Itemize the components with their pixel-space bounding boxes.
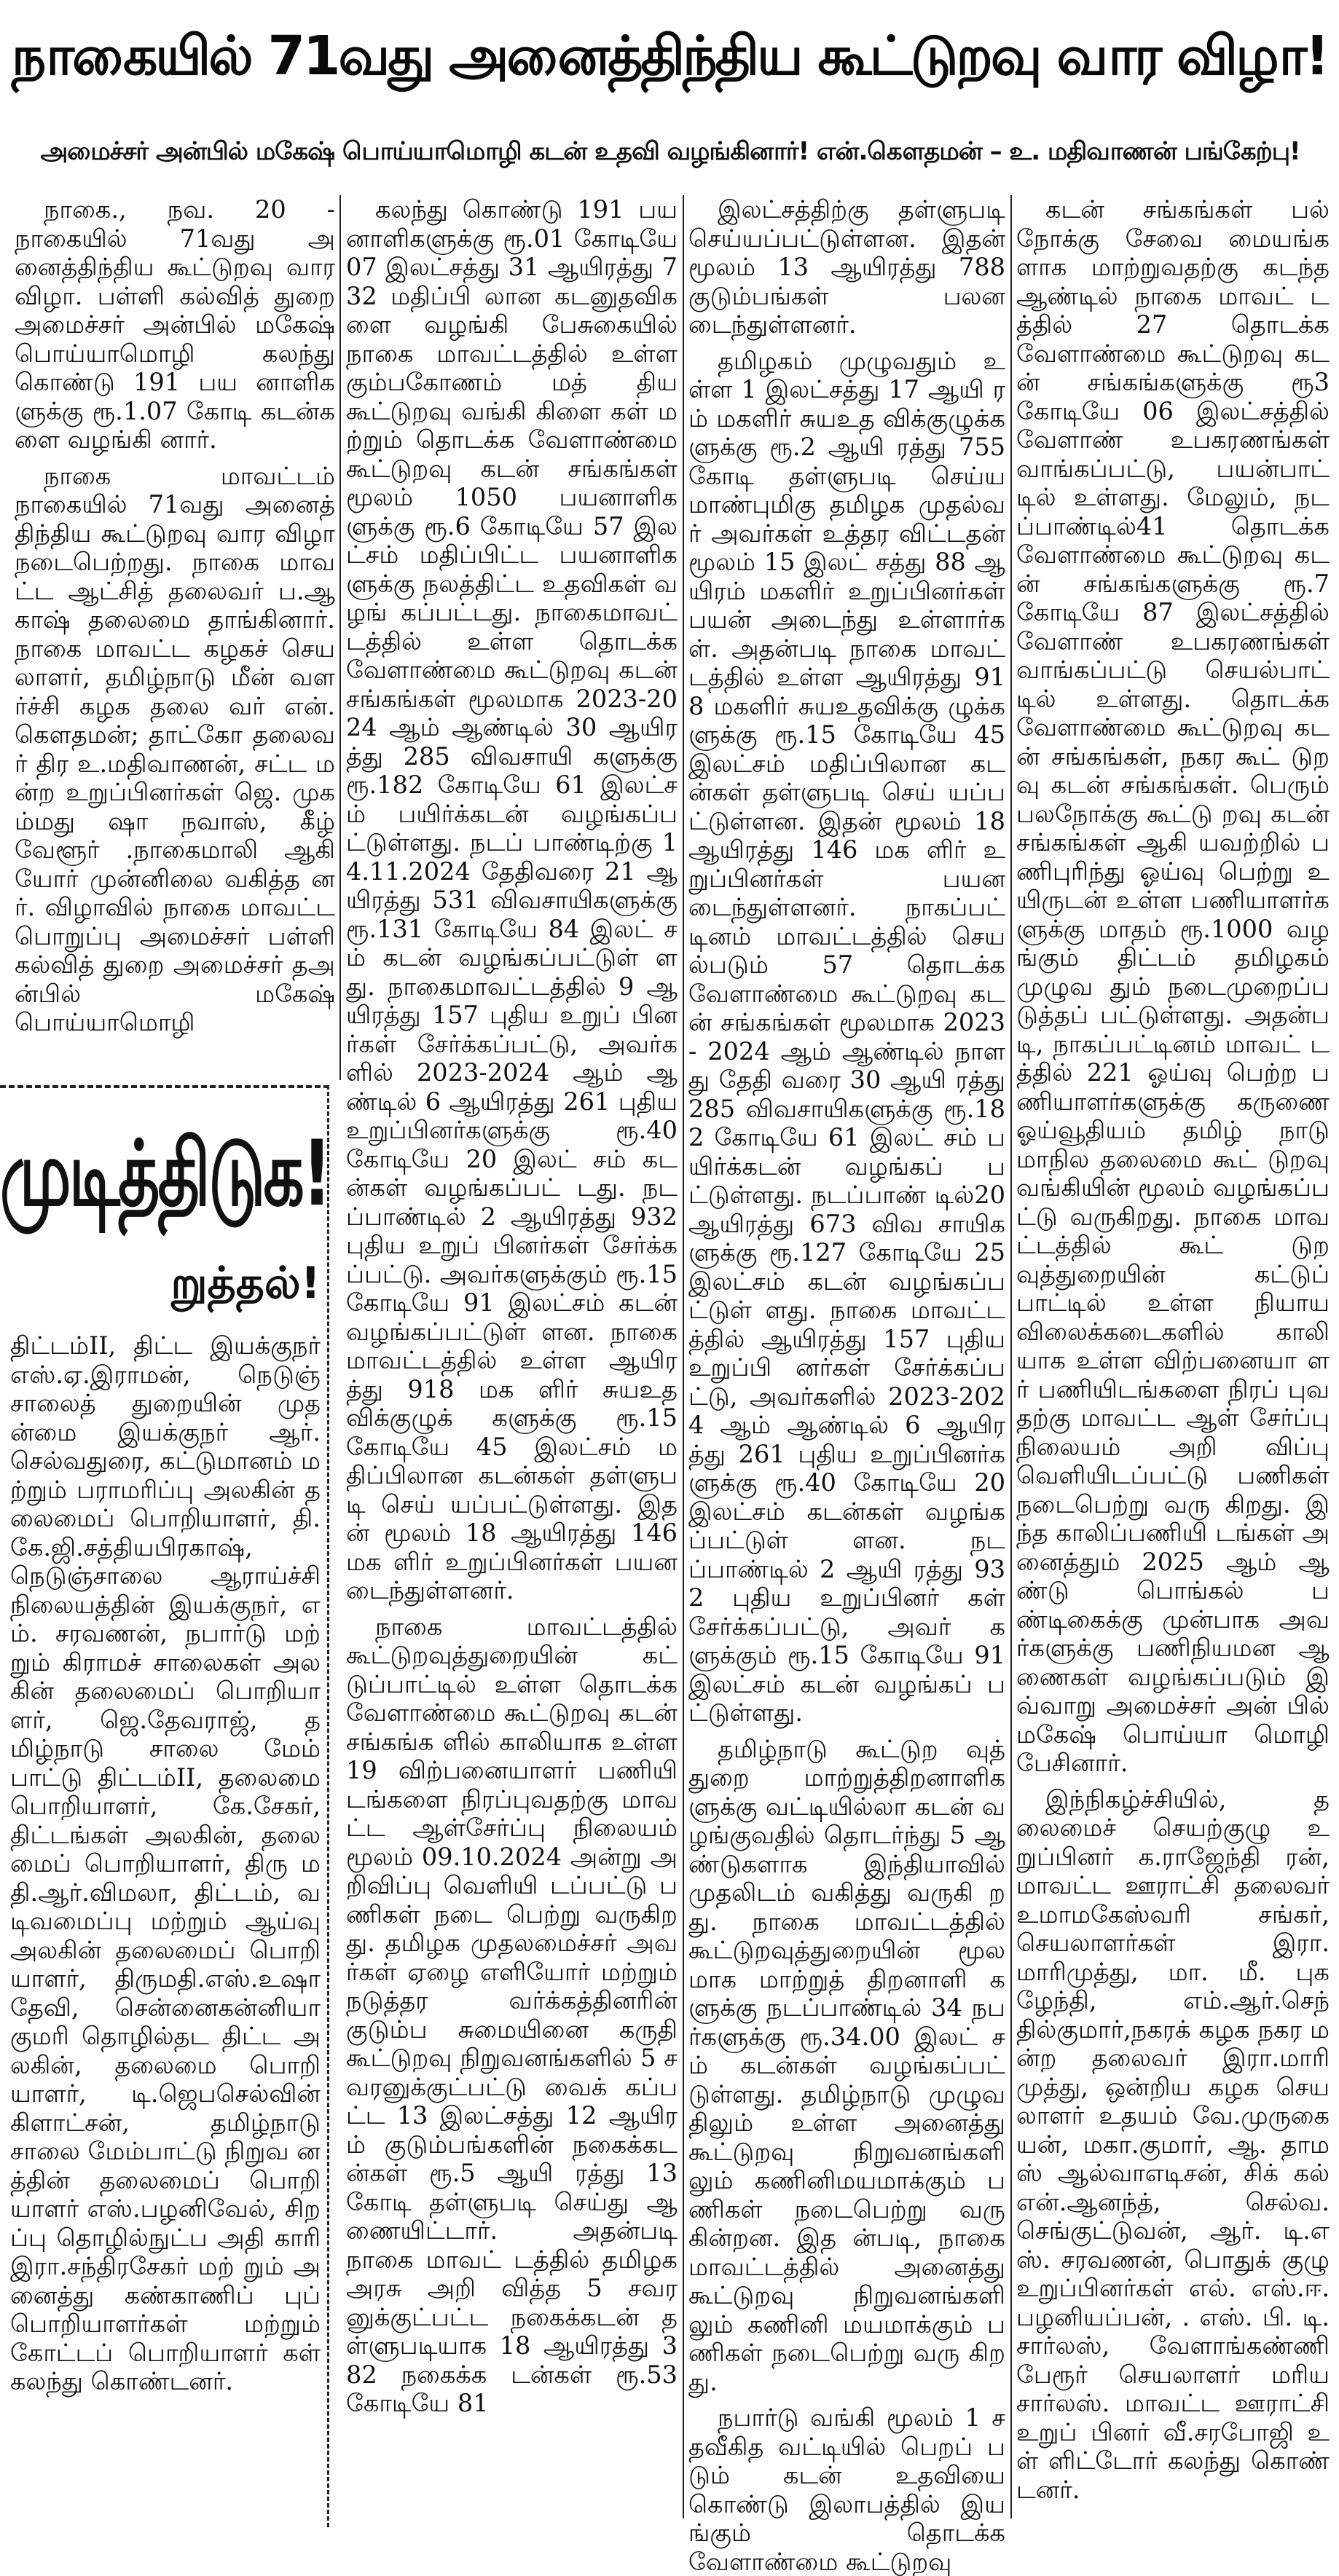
adjacent-article-subheadline — [0, 1250, 321, 1323]
article-paragraph: இந்நிகழ்ச்சியில், தலைமைச் செயற்குழு உறுப்பினர் க.ராஜேந்தி ரன், மாவட்ட ஊராட்சி தலைவர் உமாமகேஸ்வரி சங்கர், செயலாளர்கள் இரா.மாரிமுத்து, மா. மீ. புகழேந்தி, எம்.ஆர்.செந் தில்குமார்,நகரக் கழக நகர மன்ற தலைவர் இரா.மாரி முத்து, ஒன்றிய கழக செய லாளர் உதயம் வே.முருகை யன், மகா.குமார், ஆ. தாமஸ் ஆல்வாஎடிசன், சிக் கல் என்.ஆனந்த், செல்வ. செங்குட்டுவன், ஆர். டி.எஸ். சரவணன், பொதுக் குழு உறுப்பினர்கள் எல். எஸ்.ஈ. பழனியப்பன், . எஸ். பி. டி. சார்லஸ், வேளாங்கண்ணி பேரூர் செயலாளர் மரிய சார்லஸ். மாவட்ட ஊராட்சி உறுப் பினர் வீ.சரபோஜி உள் ளிட்டோர் கலந்து கொண் டனர். — [1016, 1784, 1330, 2504]
column-divider — [1010, 195, 1012, 2518]
column-divider — [339, 195, 341, 1080]
adjacent-article-headline — [0, 1114, 329, 1245]
article-paragraph: நபார்டு வங்கி மூலம் 1 சதவீகித வட்டியில் பெறப் படும் கடன் உதவியை கொண்டு இலாபத்தில் இயங்கும் தொடக்க வேளாண்மை கூட்டுறவு — [688, 2403, 1005, 2576]
article-paragraph: இலட்சத்திற்கு தள்ளுபடி செய்யப்பட்டுள்ளன. இதன் மூலம் 13 ஆயிரத்து 788 குடும்பங்கள் பலன டைந்துள்ளனர். — [688, 195, 1005, 339]
subheadline-fragment: றுத்தல்! — [170, 1258, 321, 1309]
article-paragraph: கலந்து கொண்டு 191 பய னாளிகளுக்கு ரூ.01 கோடியே 07 இலட்சத்து 31 ஆயிரத்து 732 மதிப்பி லான கடனுதவிகளை வழங்கி பேசுகையில் நாகை மாவட்டத்தில் உள்ள கும்பகோணம் மத் திய கூட்டுறவு வங்கி கிளை கள் மற்றும் தொடக்க வேளாண்மை கூட்டுறவு கடன் சங்கங்கள் மூலம் 1050 பயனாளிகளுக்கு ரூ.6 கோடியே 57 இலட்சம் மதிப்பிட்ட பயனாளிகளுக்கு நலத்திட்ட உதவிகள் வழங் கப்பட்டது. நாகைமாவட் டத்தில் உள்ள தொடக்க வேளாண்மை கூட்டுறவு கடன் சங்கங்கள் மூலமாக 2023-2024 ஆம் ஆண்டில் 30 ஆயிரத்து 285 விவசாயி களுக்கு ரூ.182 கோடியே 61 இலட்சம் பயிர்க்கடன் வழங்கப்பட்டுள்ளது. நடப் பாண்டிற்கு 14.11.2024 தேதிவரை 21 ஆயிரத்து 531 விவசாயிகளுக்கு ரூ.131 கோடியே 84 இலட் சம் கடன் வழங்கப்பட்டுள் ளது. நாகைமாவட்டத்தில் 9 ஆயிரத்து 157 புதிய உறுப் பினர்கள் சேர்க்கப்பட்டு, அவர்களில் 2023-2024 ஆம் ஆண்டில் 6 ஆயிரத்து 261 புதிய உறுப்பினர்களுக்கு ரூ.40 கோடியே 20 இலட் சம் கடன்கள் வழங்கப்பட் டது. நடப்பாண்டில் 2 ஆயிரத்து 932 புதிய உறுப் பினர்கள் சேர்க்கப்பட்டு. அவர்களுக்கும் ரூ.15 கோடியே 91 இலட்சம் கடன் வழங்கப்பட்டுள் ளன. நாகை மாவட்டத்தில் உள்ள ஆயிரத்து 918 மக ளிர் சுயஉதவிக்குழுக் களுக்கு ரூ.15 கோடியே 45 இலட்சம் மதிப்பிலான கடன்கள் தள்ளுபடி செய் யப்பட்டுள்ளது. இதன் மூலம் 18 ஆயிரத்து 146 மக ளிர் உறுப்பினர்கள் பயன டைந்துள்ளனர். — [346, 195, 678, 1604]
headline-fragment: முடித்திடுக! — [0, 1121, 329, 1226]
article-paragraph: நாகை மாவட்டம் நாகையில் 71வது அனைத் திந்திய கூட்டுறவு வார விழா நடைபெற்றது. நாகை மாவட்ட ஆட்சித் தலைவர் ப.ஆகாஷ் தலைமை தாங்கினார். நாகை மாவட்ட கழகச் செயலாளர், தமிழ்நாடு மீன் வளர்ச்சி கழக தலை வர் என்.கௌதமன்; தாட்கோ தலைவர் திர உ.மதிவாணன், சட்ட மன்ற உறுப்பினர்கள் ஜெ. முகம்மது ஷா நவாஸ், கீழ் வேளூர் .நாகைமாலி ஆகி யோர் முன்னிலை வகித்த னர். விழாவில் நாகை மாவட்ட பொறுப்பு அமைச்சர் பள்ளி கல்வித் துறை அமைச்சர் தஅன்பில் மகேஷ் பொய்யாமொழி — [15, 461, 335, 1036]
article-paragraph: நாகை மாவட்டத்தில் கூட்டுறவுத்துறையின் கட் டுப்பாட்டில் உள்ள தொடக்க வேளாண்மை கூட்டுறவு கடன் சங்கங்க ளில் காலியாக உள்ள 19 விற்பனையாளர் பணியி டங்களை நிரப்புவதற்கு மாவட்ட ஆள்சேர்ப்பு நிலையம் மூலம் 09.10.2024 அன்று அறிவிப்பு வெளியி டப்பட்டு பணிகள் நடை பெற்று வருகிறது. தமிழக முதலமைச்சர் அவர்கள் ஏழை எளியோர் மற்றும் நடுத்தர வர்க்கத்தினரின் குடும்ப சுமையினை கருதி கூட்டுறவு நிறுவனங்களில் 5 சவரனுக்குட்பட்டு வைக் கப்பட்ட 13 இலட்சத்து 12 ஆயிரம் குடும்பங்களின் நகைக்கடன்கள் ரூ.5 ஆயி ரத்து 13 கோடி தள்ளுபடி செய்து ஆணையிட்டார். அதன்படி நாகை மாவட் டத்தில் தமிழக அரசு அறி வித்த 5 சவரனுக்குட்பட்ட நகைக்கடன் தள்ளுபடியாக 18 ஆயிரத்து 382 நகைக்க டன்கள் ரூ.53 கோடியே 81 — [346, 1612, 678, 2417]
column-divider — [683, 195, 684, 2518]
article-column-2 — [346, 195, 678, 2518]
box-border-top — [0, 1085, 329, 1088]
article-paragraph: நாகை., நவ. 20 - நாகையில் 71வது அனைத்திந்திய கூட்டுறவு வார விழா. பள்ளி கல்வித் துறை அமைச்சர் அன்பில் மகேஷ் பொய்யாமொழி கலந்து கொண்டு 191 பய னாளிகளுக்கு ரூ.1.07 கோடி கடன்களை வழங்கி னார். — [15, 195, 335, 454]
article-column-1 — [15, 195, 335, 1085]
headline: நாகையில் 71வது அனைத்திந்திய கூட்டுறவு வார விழா! — [11, 25, 1328, 87]
adjacent-article-text: திட்டம்II, திட்ட இயக்குநர் எஸ்.ஏ.இராமன், நெடுஞ் சாலைத் துறையின் முதன்மை இயக்குநர் ஆர். செல்வதுரை, கட்டுமானம் மற்றும் பராமரிப்பு அலகின் தலைமைப் பொறியாளர், தி. கே.ஜி.சத்தியபிரகாஷ், நெடுஞ்சாலை ஆராய்ச்சி நிலையத்தின் இயக்குநர், எம். சரவணன், நபார்டு மற் றும் கிராமச் சாலைகள் அல கின் தலைமைப் பொறியா ளர், ஜெ.தேவராஜ், தமிழ்நாடு சாலை மேம் பாட்டு திட்டம்II, தலைமை பொறியாளர், கே.சேகர், திட்டங்கள் அலகின், தலை மைப் பொறியாளர், திரு மதி.ஆர்.விமலா, திட்டம், வடிவமைப்பு மற்றும் ஆய்வு அலகின் தலைமைப் பொறி யாளர், திருமதி.எஸ்.உஷா தேவி, சென்னைகன்னியா குமரி தொழில்தட திட்ட அலகின், தலைமை பொறி யாளர், டி.ஜெபசெல்வின் கிளாட்சன், தமிழ்நாடு சாலை மேம்பாட்டு நிறுவ னத்தின் தலைமைப் பொறி யாளர் எஸ்.பழனிவேல், சிறப்பு தொழில்நுட்ப அதி காரி இரா.சந்திரசேகர் மற் றும் அனைத்து கண்காணிப் புப் பொறியாளர்கள் மற்றும் கோட்டப் பொறியாளர் கள் கலந்து கொண்டனர். — [10, 1331, 321, 2395]
subheadline: அமைச்சர் அன்பில் மகேஷ் பொய்யாமொழி கடன் உதவி வழங்கினார்! என்.கௌதமன் – உ. மதிவாணன் பங்கேற்பு! — [40, 137, 1300, 166]
article-column-4 — [1016, 195, 1330, 2518]
adjacent-article-box — [0, 1085, 329, 2527]
article-column-3 — [688, 195, 1005, 2576]
box-border-right — [327, 1085, 329, 2527]
article-paragraph: தமிழ்நாடு கூட்டுற வுத் துறை மாற்றுத்திறனாளிக ளுக்கு வட்டியில்லா கடன் வழங்குவதில் தொடர்ந்து 5 ஆண்டுகளாக இந்தியாவில் முதலிடம் வகித்து வருகி றது. நாகை மாவட்டத்தில் கூட்டுறவுத்துறையின் மூல மாக மாற்றுத் திறனாளி களுக்கு நடப்பாண்டில் 34 நபர்களுக்கு ரூ.34.00 இலட் சம் கடன்கள் வழங்கப்பட் டுள்ளது. தமிழ்நாடு முழுவ திலும் உள்ள அனைத்து கூட்டுறவு நிறுவனங்களி லும் கணினிமயமாக்கும் பணிகள் நடைபெற்று வரு கின்றன. இத ன்படி, நாகை மாவட்டத்தில் அனைத்து கூட்டுறவு நிறுவனங்களி லும் கணினி மயமாக்கும் பணிகள் நடைபெற்று வரு கிறது. — [688, 1734, 1005, 2396]
article-paragraph: கடன் சங்கங்கள் பல் நோக்கு சேவை மையங்க ளாக மாற்றுவதற்கு கடந்த ஆண்டில் நாகை மாவட் டத்தில் 27 தொடக்க வேளாண்மை கூட்டுறவு கடன் சங்கங்களுக்கு ரூ3 கோடியே 06 இலட்சத்தில் வேளாண் உபகரணங்கள் வாங்கப்பட்டு, பயன்பாட் டில் உள்ளது. மேலும், நடப்பாண்டில்41 தொடக்க வேளாண்மை கூட்டுறவு கடன் சங்கங்களுக்கு ரூ.7 கோடியே 87 இலட்சத்தில் வேளாண் உபகரணங்கள் வாங்கப்பட்டு செயல்பாட் டில் உள்ளது. தொடக்க வேளாண்மை கூட்டுறவு கடன் சங்கங்கள், நகர கூட் டுறவு கடன் சங்கங்கள். பெரும் பலநோக்கு கூட்டு றவு கடன் சங்கங்கள் ஆகி யவற்றில் பணிபுரிந்து ஓய்வு பெற்று உயிருடன் உள்ள பணியாளர்களுக்கு மாதம் ரூ.1000 வழங்கும் திட்டம் தமிழகம் முழுவ தும் நடைமுறைப்படுத்தப் பட்டுள்ளது. அதன்படி, நாகப்பட்டினம் மாவட் டத்தில் 221 ஓய்வு பெற்ற பணியாளர்களுக்கு கருணை ஓய்வூதியம் தமிழ் நாடு மாநில தலைமை கூட் டுறவு வங்கியின் மூலம் வழங்கப்பட்டு வருகிறது. நாகை மாவட்டத்தில் கூட் டுறவுத்துறையின் கட்டுப் பாட்டில் உள்ள நியாய விலைக்கடைகளில் காலி யாக உள்ள விற்பனையா ளர் பணியிடங்களை நிரப் புவதற்கு மாவட்ட ஆள் சேர்ப்பு நிலையம் அறி விப்பு வெளியிடப்பட்டு பணிகள் நடைபெற்று வரு கிறது. இந்த காலிப்பணியி டங்கள் அனைத்தும் 2025 ஆம் ஆண்டு பொங்கல் பண்டிகைக்கு முன்பாக அவர்களுக்கு பணிநியமன ஆணைகள் வழங்கப்படும் இவ்வாறு அமைச்சர் அன் பில் மகேஷ் பொய்யா மொழி பேசினார். — [1016, 195, 1330, 1777]
article-paragraph: தமிழகம் முழுவதும் உள்ள 1 இலட்சத்து 17 ஆயி ரம் மகளிர் சுயஉத விக்குழுக்களுக்கு ரூ.2 ஆயி ரத்து 755 கோடி தள்ளுபடி செய்ய மாண்புமிகு தமிழக முதல்வர் அவர்கள் உத்தர விட்டதன் மூலம் 15 இலட் சத்து 88 ஆயிரம் மகளிர் உறுப்பினர்கள் பயன் அடைந்து உள்ளார்கள். அதன்படி நாகை மாவட் டத்தில் உள்ள ஆயிரத்து 918 மகளிர் சுயஉதவிக்கு ழுக்களுக்கு ரூ.15 கோடியே 45 இலட்சம் மதிப்பிலான கடன்கள் தள்ளுபடி செய் யப்பட்டுள்ளன. இதன் மூலம் 18 ஆயிரத்து 146 மக ளிர் உறுப்பினர்கள் பயன டைந்துள்ளனர். நாகப்பட் டினம் மாவட்டத்தில் செயல்படும் 57 தொடக்க வேளாண்மை கூட்டுறவு கடன் சங்கங்கள் மூலமாக 2023 - 2024 ஆம் ஆண்டில் நாளது தேதி வரை 30 ஆயி ரத்து 285 விவசாயிகளுக்கு ரூ.182 கோடியே 61 இலட் சம் பயிர்க்கடன் வழங்கப் பட்டுள்ளது. நடப்பாண் டில்20 ஆயிரத்து 673 விவ சாயிகளுக்கு ரூ.127 கோடியே 25 இலட்சம் கடன் வழங்கப்பட்டுள் ளது. நாகை மாவட்டத்தில் ஆயிரத்து 157 புதிய உறுப்பி னர்கள் சேர்க்கப்பட்டு, அவர்களில் 2023-2024 ஆம் ஆண்டில் 6 ஆயிரத்து 261 புதிய உறுப்பினர்களுக்கு ரூ.40 கோடியே 20 இலட்சம் கடன்கள் வழங்கப்பட்டுள் ளன. நடப்பாண்டில் 2 ஆயி ரத்து 932 புதிய உறுப்பினர் கள் சேர்க்கப்பட்டு, அவர் களுக்கும் ரூ.15 கோடியே 91 இலட்சம் கடன் வழங்கப் பட்டுள்ளது. — [688, 346, 1005, 1727]
